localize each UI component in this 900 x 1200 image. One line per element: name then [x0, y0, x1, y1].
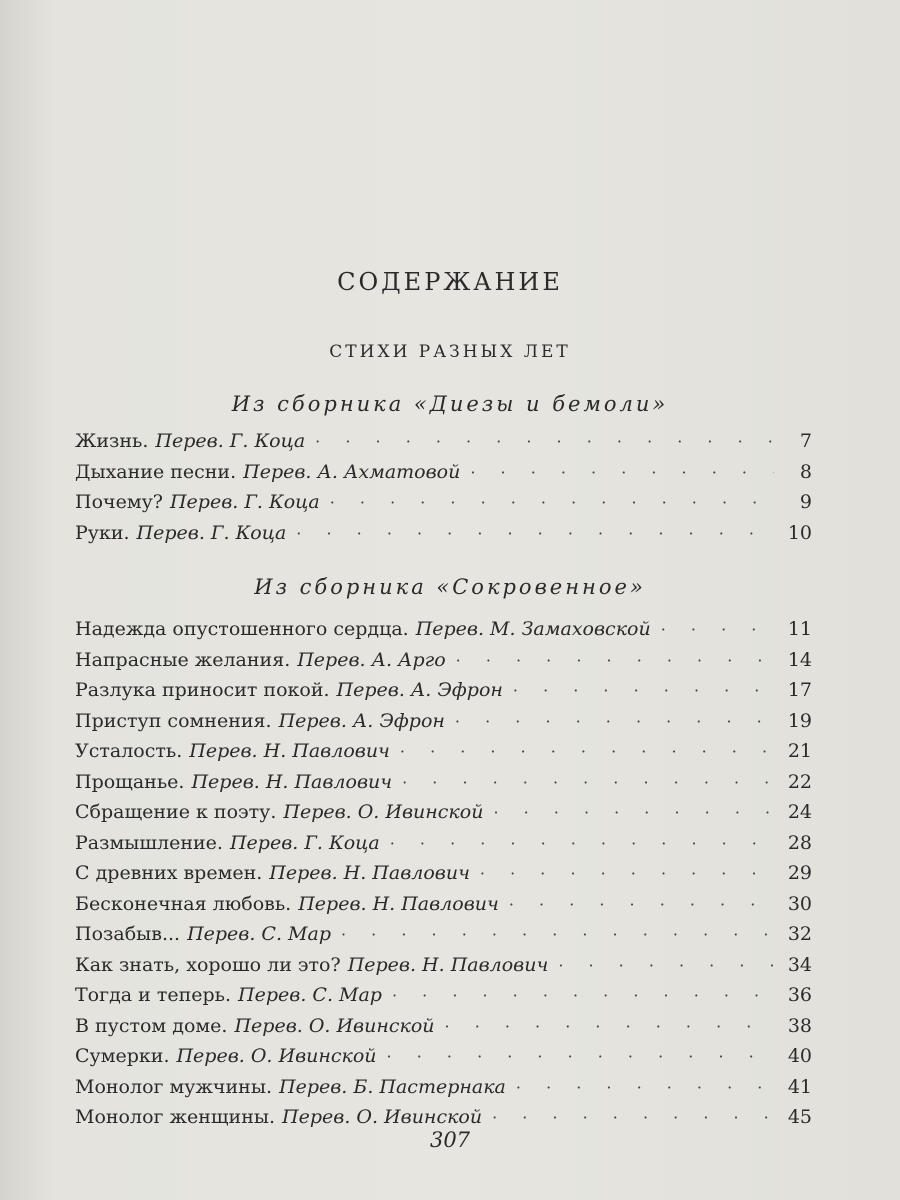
leader-dots	[387, 1047, 774, 1066]
toc-entry	[75, 461, 812, 492]
entry-title: Сумерки.	[75, 1045, 170, 1067]
entry-translator: Перев. А. Ахматовой	[243, 460, 461, 483]
leader-dots	[315, 432, 774, 451]
collection-2-entries	[75, 618, 812, 1137]
toc-entry	[75, 430, 812, 461]
section-title: СТИХИ РАЗНЫХ ЛЕТ	[329, 342, 571, 362]
toc-entry	[75, 710, 812, 741]
entry-translator: Перев. О. Ивинской	[176, 1045, 377, 1067]
entry-page-number: 38	[787, 1014, 812, 1037]
entry-title: Жизнь.	[75, 430, 149, 452]
leader-dots	[392, 986, 774, 1005]
entry-page-number: 7	[799, 430, 812, 452]
leader-dots	[390, 834, 774, 853]
entry-page-number: 36	[787, 984, 812, 1006]
leader-dots	[513, 681, 774, 700]
toc-entry	[75, 984, 812, 1015]
entry-title: Прощанье.	[75, 770, 185, 793]
entry-page-number: 41	[787, 1075, 812, 1098]
entry-page-number: 19	[787, 709, 812, 732]
entry-translator: Перев. Н. Павлович	[189, 740, 390, 762]
entry-page-number: 45	[787, 1106, 812, 1128]
leader-dots	[661, 620, 774, 639]
leader-dots	[516, 1078, 774, 1097]
entry-translator: Перев. Н. Павлович	[191, 770, 393, 793]
toc-entry	[75, 1045, 812, 1076]
entry-title: Бесконечная любовь.	[75, 892, 292, 915]
entry-title: Как знать, хорошо ли это?	[75, 953, 341, 976]
entry-page-number: 11	[787, 618, 812, 640]
entry-page-number: 30	[787, 892, 812, 915]
entry-translator: Перев. О. Ивинской	[282, 1106, 483, 1128]
entry-translator: Перев. О. Ивинской	[283, 801, 484, 823]
entry-title: Надежда опустошенного сердца.	[75, 618, 409, 640]
entry-translator: Перев. А. Эфрон	[278, 709, 445, 732]
toc-entry	[75, 801, 812, 832]
entry-title: Сбращение к поэту.	[75, 801, 277, 823]
entry-translator: Перев. Г. Коца	[169, 491, 320, 513]
entry-title: Тогда и теперь.	[75, 984, 232, 1006]
entry-translator: Перев. А. Эфрон	[336, 679, 503, 701]
leader-dots	[400, 742, 774, 761]
leader-dots	[402, 773, 774, 792]
entry-translator: Перев. С. Мар	[238, 984, 382, 1006]
entry-title: В пустом доме.	[75, 1014, 228, 1037]
toc-entry	[75, 923, 812, 954]
entry-translator: Перев. О. Ивинской	[234, 1014, 435, 1037]
toc-entry	[75, 679, 812, 710]
leader-dots	[558, 956, 774, 975]
entry-page-number: 28	[787, 831, 812, 854]
entry-title: Приступ сомнения.	[75, 709, 272, 732]
toc-entry	[75, 1015, 812, 1046]
collection-heading-2: Из сборника «Сокровенное»	[254, 575, 646, 599]
entry-title: Напрасные желания.	[75, 648, 291, 671]
collection-heading-1: Из сборника «Диезы и бемоли»	[231, 392, 669, 416]
entry-translator: Перев. Г. Коца	[155, 430, 306, 452]
page-number: 307	[429, 1128, 471, 1152]
toc-entry	[75, 832, 812, 863]
leader-dots	[341, 925, 774, 944]
entry-translator: Перев. С. Мар	[187, 923, 331, 945]
entry-title: Разлука приносит покой.	[75, 679, 330, 701]
entry-translator: Перев. Б. Пастернака	[279, 1075, 506, 1098]
entry-page-number: 14	[787, 648, 812, 671]
leader-dots	[330, 493, 774, 512]
leader-dots	[456, 651, 774, 670]
toc-entry	[75, 649, 812, 680]
toc-entry	[75, 893, 812, 924]
toc-entry	[75, 862, 812, 893]
toc-entry	[75, 522, 812, 553]
entry-page-number: 10	[787, 521, 812, 544]
entry-title: С древних времен.	[75, 862, 263, 884]
entry-page-number: 24	[787, 801, 812, 823]
entry-translator: Перев. Г. Коца	[229, 831, 380, 854]
entry-page-number: 32	[787, 923, 812, 945]
entry-page-number: 40	[787, 1045, 812, 1067]
leader-dots	[492, 1108, 774, 1127]
leader-dots	[493, 803, 774, 822]
entry-translator: Перев. Н. Павлович	[269, 862, 470, 884]
entry-title: Размышление.	[75, 831, 223, 854]
leader-dots	[445, 1017, 774, 1036]
entry-translator: Перев. М. Замаховской	[415, 618, 651, 640]
collection-1-entries	[75, 430, 812, 552]
leader-dots	[296, 524, 774, 543]
entry-translator: Перев. Н. Павлович	[347, 953, 549, 976]
toc-entry	[75, 954, 812, 985]
entry-title: Почему?	[75, 491, 163, 513]
toc-entry	[75, 1076, 812, 1107]
entry-page-number: 21	[787, 740, 812, 762]
leader-dots	[470, 463, 774, 482]
entry-title: Монолог женщины.	[75, 1106, 276, 1128]
entry-page-number: 17	[787, 679, 812, 701]
entry-translator: Перев. А. Арго	[297, 648, 446, 671]
entry-page-number: 22	[787, 770, 812, 793]
toc-entry	[75, 618, 812, 649]
leader-dots	[509, 895, 774, 914]
entry-page-number: 29	[787, 862, 812, 884]
leader-dots	[455, 712, 774, 731]
entry-page-number: 8	[799, 460, 812, 483]
entry-translator: Перев. Н. Павлович	[298, 892, 499, 915]
entry-title: Позабыв...	[75, 923, 181, 945]
leader-dots	[480, 864, 774, 883]
toc-entry	[75, 771, 812, 802]
entry-page-number: 34	[787, 953, 812, 976]
entry-translator: Перев. Г. Коца	[136, 521, 287, 544]
entry-title: Дыхание песни.	[75, 460, 237, 483]
entry-title: Руки.	[75, 521, 130, 544]
toc-entry	[75, 740, 812, 771]
entry-title: Монолог мужчины.	[75, 1075, 272, 1098]
entry-title: Усталость.	[75, 740, 183, 762]
contents-title: СОДЕРЖАНИЕ	[337, 268, 563, 296]
toc-entry	[75, 491, 812, 522]
entry-page-number: 9	[799, 491, 812, 513]
